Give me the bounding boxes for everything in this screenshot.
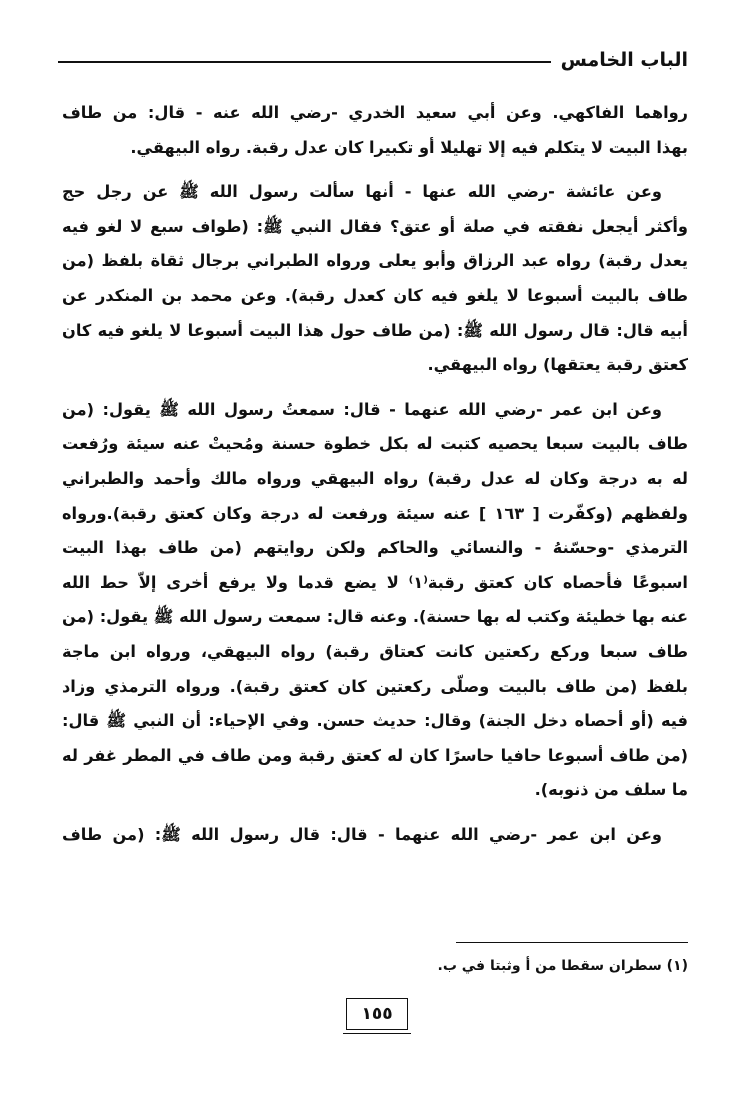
paragraph-2	[62, 175, 688, 383]
text-line: له به درجة وكان له عدل رقبة) رواه البيهقي ورواه مالك وأحمد والطبراني	[62, 468, 688, 488]
text-line: عنه بها خطيئة وكتب له بها حسنة). وعنه قال: سمعت رسول الله ﷺ يقول: (من	[62, 607, 688, 627]
footnote-separator	[456, 942, 688, 943]
text-line: طاف بالبيت سبعا يحصيه كتبت له بكل خطوة حسنة ومُحيتْ عنه سيئة ورُفعت	[62, 434, 688, 454]
paragraph-1	[62, 96, 688, 165]
text-line: اسبوعًا فأحصاه كان كعتق رقبة⁽١⁾ لا يضع قدما ولا يرفع أخرى إلاّ حط الله	[62, 572, 688, 592]
text-line: فيه (أو أحصاه دخل الجنة) وقال: حديث حسن. وفي الإحياء: أن النبي ﷺ قال:	[62, 711, 688, 731]
body-text	[62, 96, 688, 862]
text-line: أبيه قال: قال رسول الله ﷺ: (من طاف حول هذا البيت أسبوعا لا يلغو فيه كان	[62, 320, 688, 340]
text-line: وعن ابن عمر -رضي الله عنهما - قال: سمعتُ رسول الله ﷺ يقول: (من	[62, 399, 662, 419]
page-number: ١٥٥	[346, 998, 408, 1030]
text-line: وعن ابن عمر -رضي الله عنهما - قال: قال رسول الله ﷺ: (من طاف	[62, 824, 662, 844]
paragraph-4	[62, 818, 688, 853]
text-line: ما سلف من ذنوبه).	[534, 780, 688, 800]
text-line: يعدل رقبة) رواه عبد الرزاق وأبو يعلى ورواه الطبراني برجال ثقاة بلفظ (من	[62, 251, 688, 271]
footnote: (١) سطران سقطا من أ وثبتا في ب.	[437, 958, 688, 974]
running-header	[58, 42, 688, 78]
text-line: كعتق رقبة يعتقها) رواه البيهقي.	[427, 355, 688, 375]
text-line: بلفظ (من طاف بالبيت وصلّى ركعتين كان كعتق رقبة). ورواه الترمذي وزاد	[62, 676, 688, 696]
text-line: بهذا البيت لا يتكلم فيه إلا تهليلا أو تكبيرا كان عدل رقبة. رواه البيهقي.	[130, 137, 688, 157]
text-line: وأكثر أيجعل نفقته في صلة أو عتق؟ فقال النبي ﷺ: (طواف سبع لا لغو فيه	[62, 216, 688, 236]
header-rule	[58, 61, 551, 63]
text-line: الترمذي -وحسّنهُ - والنسائي والحاكم ولكن روايتهم (من طاف بهذا البيت	[62, 538, 688, 558]
text-line: ولفظهم (وكفّرت [ ١٦٣ ] عنه سيئة ورفعت له درجة وكان كعتق رقبة).ورواه	[62, 503, 688, 523]
text-line: طاف سبعا وركع ركعتين كانت كعتاق رقبة) رواه البيهقي، ورواه ابن ماجة	[62, 641, 688, 661]
text-line: (من طاف أسبوعا حافيا حاسرًا كان له كعتق رقبة ومن طاف في المطر غفر له	[62, 745, 688, 765]
chapter-title: الباب الخامس	[560, 49, 688, 71]
text-line: طاف بالبيت أسبوعا لا يلغو فيه كان كعدل رقبة). وعن محمد بن المنكدر عن	[62, 285, 688, 305]
text-line: وعن عائشة -رضي الله عنها - أنها سألت رسول الله ﷺ عن رجل حج	[62, 182, 662, 202]
text-line: رواهما الفاكهي. وعن أبي سعيد الخدري -رضي الله عنه - قال: من طاف	[62, 103, 688, 122]
paragraph-3	[62, 393, 688, 808]
